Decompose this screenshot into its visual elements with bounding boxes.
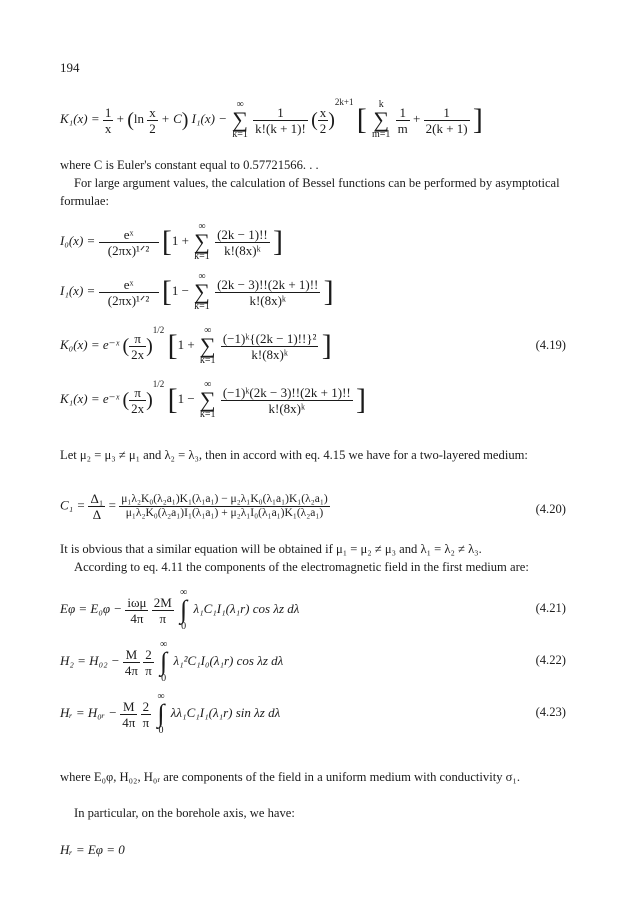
- equation-h-r: [60, 692, 280, 736]
- i0-open-bracket: [: [161, 225, 172, 258]
- integral-icon: ∫: [157, 699, 165, 728]
- e-integral: [180, 588, 187, 632]
- k1-inner-sum: [372, 100, 390, 140]
- e-lhs: Eφ = E₀φ −: [60, 600, 123, 616]
- k1-sum-top: ∞: [236, 99, 244, 111]
- equation-c1: [60, 492, 330, 521]
- c1-num: μ₁λ₂K₀(λ₂a₁)K₁(λ₁a₁) − μ₂λ₁K₀(λ₁a₁)K₁(λ₂a₁): [119, 494, 329, 508]
- c1-main-frac: [119, 494, 329, 520]
- k1-plus-c: + C: [161, 111, 182, 126]
- k1-plus: +: [116, 111, 124, 126]
- k1a-sum: [200, 380, 216, 420]
- i0-lhs: I₀(x) =: [60, 232, 96, 248]
- equation-k0-asymptotic: [60, 326, 332, 366]
- hz-int-bot: 0: [161, 673, 167, 684]
- hz-f1-den: 4π: [124, 662, 138, 678]
- paragraph-according: According to eq. 4.11 the components of the electromagnetic field in the first medium are:: [74, 560, 529, 574]
- k1-close-bracket: ]: [472, 103, 483, 137]
- k0-open-bracket: [: [167, 329, 178, 363]
- k0-sum-top: ∞: [204, 325, 212, 337]
- i1-pre-den: (2πx)¹ᐟ²: [107, 292, 150, 308]
- k1-pow-den: 2: [319, 120, 327, 136]
- i0-sum-num: (2k − 1)!!: [217, 226, 268, 242]
- k0-lhs: K₀(x) = e⁻ˣ: [60, 337, 120, 352]
- integral-icon: ∫: [160, 647, 168, 676]
- i0-sum-top: ∞: [198, 221, 206, 232]
- equation-i1-asymptotic: [60, 272, 334, 312]
- k0-pi-frac: [129, 332, 146, 361]
- hr-frac-2: [141, 700, 152, 729]
- e-f1-num: iωμ: [127, 594, 147, 610]
- k0-sum-den: k!(8x)ᵏ: [251, 346, 288, 362]
- i1-sum-bot: k=1: [194, 301, 210, 312]
- equation-number-4-23: (4.23): [535, 705, 566, 719]
- k0-open-paren: (: [122, 335, 130, 358]
- k1a-lhs: K₁(x) = e⁻ˣ: [60, 391, 120, 406]
- k1-f3-den: 2(k + 1): [425, 120, 468, 136]
- hr-integrand: λλ₁C₁I₁(λ₁r) sin λz dλ: [170, 704, 281, 720]
- i0-close-bracket: ]: [273, 225, 283, 258]
- c1-delta-frac: [88, 492, 105, 521]
- k1-f1-num: 1: [253, 106, 308, 121]
- hz-frac-1: [123, 648, 140, 677]
- e-int-top: ∞: [180, 587, 188, 598]
- hr-int-top: ∞: [157, 691, 165, 702]
- k1-frac-1-over-x: [103, 106, 114, 135]
- k1-plus-2: +: [413, 111, 421, 126]
- k1-frac-den: x: [104, 120, 112, 136]
- c1-den: μ₁λ₂K₀(λ₂a₁)I₁(λ₁a₁) + μ₂λ₁I₀(λ₁a₁)K₁(λ₂a₁): [125, 507, 324, 519]
- k1-f2-num: 1: [396, 106, 410, 121]
- equation-k1-asymptotic: [60, 380, 366, 420]
- k1a-sum-frac: [221, 386, 353, 415]
- equation-number-4-22: (4.22): [535, 653, 566, 667]
- paragraph-let-mu: Let μ₂ = μ₃ ≠ μ₁ and λ₂ = λ₃, then in accord with eq. 4.15 we have for a two-layered medium:: [60, 448, 528, 462]
- k0-exp: 1/2: [152, 325, 165, 335]
- i1-sum: [194, 272, 210, 312]
- k1a-pi-den: 2x: [131, 400, 145, 416]
- hz-integrand: λ₁²C₁I₀(λ₁r) cos λz dλ: [173, 652, 284, 668]
- sigma-icon: ∑: [194, 229, 210, 254]
- sigma-icon: ∑: [199, 333, 216, 359]
- k1-close-paren: ): [181, 109, 189, 132]
- c1-equals: =: [108, 497, 116, 513]
- k0-sum: [200, 326, 216, 366]
- k1-sum: [232, 100, 248, 140]
- k1-pow-frac: [318, 106, 329, 135]
- i0-sum-bot: k=1: [194, 251, 210, 262]
- k1-f2-den: m: [397, 120, 408, 136]
- k1a-pi-frac: [129, 386, 146, 415]
- sigma-icon: ∑: [232, 107, 248, 133]
- k0-pi-den: 2x: [131, 346, 145, 362]
- k1a-pi-num: π: [129, 386, 146, 401]
- k1a-sum-den: k!(8x)ᵏ: [268, 400, 306, 416]
- i0-pre-num: eˣ: [99, 228, 159, 243]
- i1-sum-num: (2k − 3)!!(2k + 1)!!: [217, 276, 319, 292]
- k1-half-num: x: [149, 104, 156, 120]
- i0-pre-den: (2πx)¹ᐟ²: [107, 242, 150, 258]
- k1a-open-paren: (: [122, 389, 130, 412]
- i0-sum-den: k!(8x)ᵏ: [224, 242, 261, 258]
- i0-sum: [194, 222, 210, 262]
- hr-f1-num: M: [120, 700, 137, 715]
- k1-i1: I₁(x) −: [191, 111, 227, 126]
- hz-int-top: ∞: [160, 639, 168, 650]
- c1-lhs: C₁ =: [60, 497, 86, 513]
- k1-inner-sum-bot: m=1: [372, 129, 391, 141]
- k1a-sum-top: ∞: [204, 379, 212, 391]
- i1-open-bracket: [: [161, 275, 172, 308]
- e-frac-2: [152, 596, 174, 625]
- integral-icon: ∫: [180, 595, 188, 624]
- equation-h-z: [60, 640, 283, 684]
- k0-sum-bot: k=1: [199, 355, 216, 367]
- k0-close-paren: ): [146, 335, 153, 358]
- paragraph-euler: where C is Euler's constant equal to 0.57721566. . .: [60, 158, 319, 172]
- k0-sum-frac: [221, 332, 319, 361]
- k1-frac-last: [424, 106, 470, 135]
- sigma-icon: ∑: [194, 279, 210, 304]
- k1-pow-open: (: [311, 109, 318, 132]
- k1-f3-num: 1: [424, 106, 470, 121]
- k1-frac-factorial: [253, 106, 308, 135]
- hr-f2-den: π: [142, 714, 150, 730]
- equation-number-4-20: (4.20): [535, 502, 566, 516]
- hr-frac-1: [120, 700, 137, 729]
- k1-pow-close: ): [328, 109, 335, 132]
- equation-k1: [60, 98, 483, 140]
- k1-half-den: 2: [149, 120, 156, 136]
- k1-open-paren: (: [127, 109, 134, 132]
- equation-number-4-19: (4.19): [535, 338, 566, 352]
- c1-delta-den: Δ: [92, 507, 102, 522]
- i1-sum-den: k!(8x)ᵏ: [249, 292, 287, 308]
- k1-inner-sum-top: k: [378, 99, 384, 111]
- k1-pow-num: x: [319, 104, 327, 120]
- i1-close-bracket: ]: [323, 275, 334, 308]
- k0-pi-num: π: [129, 332, 146, 347]
- paragraph-large-argument: For large argument values, the calculation of Bessel functions can be performed by asymptotical formulae:: [60, 176, 560, 208]
- i1-prefactor: [99, 278, 159, 307]
- hz-f2-den: π: [145, 662, 152, 678]
- i1-pre-num: eˣ: [99, 278, 159, 293]
- i1-sum-frac: [215, 278, 320, 307]
- sigma-icon: ∑: [199, 387, 216, 413]
- hr-integral: [157, 692, 164, 736]
- k1-pow-exp: 2k+1: [334, 97, 354, 107]
- hr-f2-num: 2: [141, 700, 152, 715]
- e-int-bot: 0: [181, 621, 187, 632]
- k1-ln: ln: [133, 111, 145, 126]
- hz-integral: [160, 640, 167, 684]
- sigma-icon: ∑: [373, 107, 390, 133]
- equation-e-phi: [60, 588, 299, 632]
- k1-sum-bot: k=1: [232, 129, 248, 141]
- paragraph-obvious: It is obvious that a similar equation will be obtained if μ₁ = μ₂ ≠ μ₃ and λ₁ = λ₂ ≠ λ₃.: [60, 542, 482, 556]
- paragraph-where-components: where E₀φ, H₀₂, H₀ᵣ are components of the field in a uniform medium with conductivity σ₁.: [60, 770, 520, 784]
- k0-one-plus: 1 +: [177, 337, 195, 352]
- i0-one-plus: 1 +: [171, 232, 189, 248]
- k1a-exp: 1/2: [152, 379, 165, 389]
- k1a-open-bracket: [: [167, 383, 178, 417]
- axis-eq-text: Hᵣ = Eφ = 0: [60, 842, 125, 857]
- k1a-sum-num: (−1)ᵏ(2k − 3)!!(2k + 1)!!: [222, 384, 351, 400]
- k1-f1-den: k!(k + 1)!: [255, 120, 306, 136]
- c1-delta-num: Δ₁: [90, 491, 104, 506]
- i0-prefactor: [99, 228, 159, 257]
- i1-lhs: I₁(x) =: [60, 282, 96, 298]
- hz-lhs: H₂ = H₀₂ −: [60, 652, 120, 668]
- paragraph-particular: In particular, on the borehole axis, we have:: [74, 806, 295, 820]
- hz-frac-2: [143, 648, 154, 677]
- equation-axis: [60, 843, 125, 856]
- k0-sum-num: (−1)ᵏ{(2k − 1)!!}²: [222, 330, 317, 346]
- e-f2-num: 2M: [153, 594, 172, 610]
- e-integrand: λ₁C₁I₁(λ₁r) cos λz dλ: [193, 600, 300, 616]
- e-f1-den: 4π: [130, 610, 144, 626]
- k1-lhs: K₁(x) =: [60, 111, 100, 126]
- i0-sum-frac: [215, 228, 270, 257]
- k1-frac-num: 1: [104, 104, 112, 120]
- page-number: 194: [60, 60, 80, 75]
- equation-i0-asymptotic: [60, 222, 283, 262]
- hr-lhs: Hᵣ = H₀ᵣ −: [60, 704, 117, 720]
- hr-int-bot: 0: [158, 725, 164, 736]
- hz-f1-num: M: [123, 648, 140, 663]
- k1a-close-bracket: ]: [355, 383, 366, 417]
- k1a-one-minus: 1 −: [177, 391, 195, 406]
- e-frac-1: [125, 596, 148, 625]
- k0-close-bracket: ]: [321, 329, 332, 363]
- hr-f1-den: 4π: [122, 714, 136, 730]
- e-f2-den: π: [159, 610, 167, 626]
- k1-frac-1-over-m: [396, 106, 410, 135]
- hz-f2-num: 2: [143, 648, 154, 663]
- k1a-close-paren: ): [146, 389, 153, 412]
- equation-number-4-21: (4.21): [535, 601, 566, 615]
- i1-sum-top: ∞: [198, 271, 206, 282]
- k1-open-bracket: [: [356, 103, 367, 137]
- k1-frac-x-over-2: [147, 106, 158, 135]
- i1-one-minus: 1 −: [171, 282, 189, 298]
- k1a-sum-bot: k=1: [199, 409, 216, 421]
